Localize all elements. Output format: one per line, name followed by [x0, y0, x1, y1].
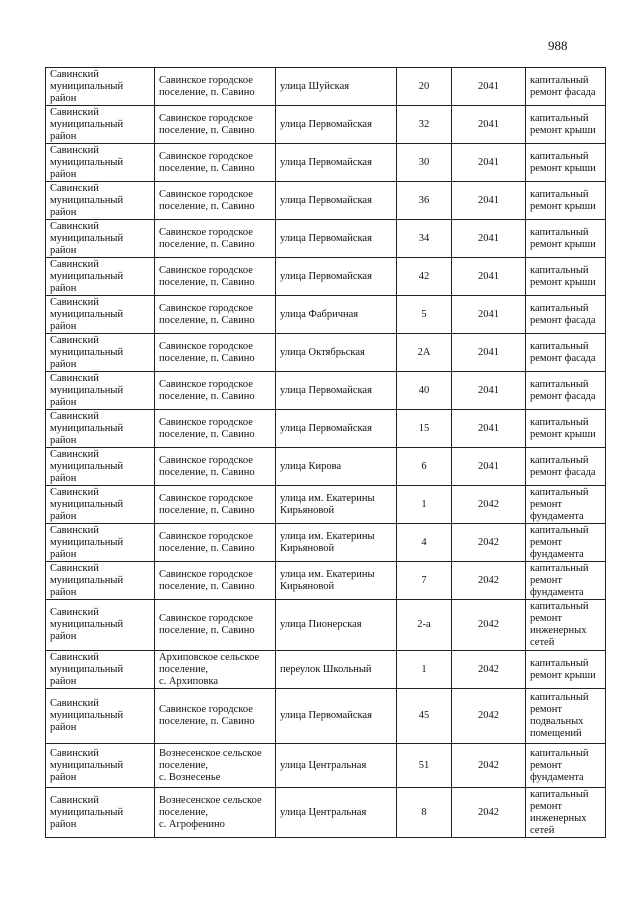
settlement-cell-text: Савинское городское поселение, п. Савино [159, 530, 255, 554]
district-cell [46, 600, 155, 651]
table-row [46, 258, 606, 296]
work-type-cell-text: капитальный ремонт фасада [530, 302, 596, 326]
settlement-cell [155, 524, 276, 562]
year-cell-text: 2041 [478, 194, 499, 206]
work-type-cell [526, 258, 606, 296]
table-row [46, 744, 606, 788]
work-type-cell-text: капитальный ремонт крыши [530, 657, 596, 681]
district-cell [46, 486, 155, 524]
district-cell-text: Савинский муниципальный район [50, 372, 124, 408]
district-cell [46, 182, 155, 220]
house-number-cell [397, 258, 452, 296]
work-type-cell-text: капитальный ремонт фасада [530, 340, 596, 364]
house-number-cell-text: 42 [418, 270, 430, 282]
year-cell [452, 334, 526, 372]
settlement-cell [155, 296, 276, 334]
settlement-cell-text: Савинское городское поселение, п. Савино [159, 613, 255, 636]
house-number-cell [397, 106, 452, 144]
work-type-cell [526, 651, 606, 689]
district-cell [46, 788, 155, 838]
district-cell [46, 448, 155, 486]
house-number-cell [397, 448, 452, 486]
district-cell [46, 562, 155, 600]
table-row [46, 106, 606, 144]
year-cell [452, 651, 526, 689]
street-cell-text: улица Первомайская [280, 232, 372, 244]
work-type-cell [526, 106, 606, 144]
house-number-cell-text: 4 [421, 536, 427, 548]
district-cell [46, 68, 155, 106]
street-cell-text: улица Первомайская [280, 384, 372, 396]
street-cell-text: улица Пионерская [280, 619, 362, 630]
settlement-cell [155, 106, 276, 144]
house-number-cell-text: 51 [418, 759, 430, 771]
work-type-cell [526, 486, 606, 524]
house-number-cell [397, 410, 452, 448]
settlement-cell-text: Савинское городское поселение, п. Савино [159, 454, 255, 478]
district-cell [46, 410, 155, 448]
year-cell-text: 2042 [478, 574, 499, 586]
settlement-cell [155, 600, 276, 651]
house-number-cell-text: 2-а [417, 619, 431, 630]
year-cell [452, 562, 526, 600]
house-number-cell [397, 486, 452, 524]
settlement-cell [155, 182, 276, 220]
year-cell-text: 2042 [478, 710, 499, 721]
work-type-cell-text: капитальный ремонт крыши [530, 188, 596, 212]
year-cell [452, 68, 526, 106]
year-cell [452, 220, 526, 258]
work-type-cell-text: капитальный ремонт инженерных сетей [530, 601, 589, 648]
year-cell-text: 2041 [478, 308, 499, 320]
street-cell [276, 410, 397, 448]
street-cell [276, 788, 397, 838]
house-number-cell-text: 15 [418, 422, 430, 434]
district-cell [46, 258, 155, 296]
street-cell [276, 562, 397, 600]
house-number-cell [397, 600, 452, 651]
settlement-cell-text: Вознесенское сельское поселение, с. Агрофенино [159, 794, 262, 830]
house-number-cell [397, 651, 452, 689]
district-cell-text: Савинский муниципальный район [50, 562, 124, 598]
settlement-cell [155, 744, 276, 788]
district-cell-text: Савинский муниципальный район [50, 144, 124, 180]
settlement-cell-text: Савинское городское поселение, п. Савино [159, 416, 255, 440]
settlement-cell-text: Савинское городское поселение, п. Савино [159, 340, 255, 364]
year-cell [452, 524, 526, 562]
work-type-cell-text: капитальный ремонт фундамента [530, 747, 589, 783]
street-cell [276, 744, 397, 788]
settlement-cell [155, 788, 276, 838]
street-cell [276, 296, 397, 334]
street-cell [276, 600, 397, 651]
street-cell-text: улица Первомайская [280, 422, 372, 434]
house-number-cell-text: 7 [421, 574, 427, 586]
house-number-cell-text: 2А [417, 346, 431, 358]
year-cell-text: 2042 [478, 536, 499, 548]
year-cell-text: 2041 [478, 118, 499, 130]
table-row [46, 562, 606, 600]
district-cell-text: Савинский муниципальный район [50, 524, 124, 560]
year-cell-text: 2041 [478, 270, 499, 282]
year-cell-text: 2041 [478, 460, 499, 472]
street-cell-text: переулок Школьный [280, 663, 372, 675]
street-cell-text: улица Шуйская [280, 80, 350, 92]
house-number-cell-text: 40 [418, 384, 430, 396]
house-number-cell-text: 6 [421, 460, 427, 472]
work-type-cell-text: капитальный ремонт крыши [530, 264, 596, 288]
district-cell-text: Савинский муниципальный район [50, 486, 124, 522]
house-number-cell [397, 788, 452, 838]
street-cell-text: улица им. Екатерины Кирьяновой [280, 530, 375, 554]
work-type-cell-text: капитальный ремонт инженерных сетей [530, 788, 589, 836]
work-type-cell [526, 562, 606, 600]
year-cell-text: 2041 [478, 346, 499, 358]
settlement-cell [155, 410, 276, 448]
house-number-cell-text: 30 [418, 156, 430, 168]
year-cell [452, 182, 526, 220]
table-row [46, 788, 606, 838]
year-cell [452, 106, 526, 144]
work-type-cell-text: капитальный ремонт фасада [530, 74, 596, 98]
house-number-cell [397, 182, 452, 220]
district-cell-text: Савинский муниципальный район [50, 448, 124, 484]
year-cell-text: 2041 [478, 156, 499, 168]
work-type-cell-text: капитальный ремонт крыши [530, 416, 596, 440]
table-row [46, 410, 606, 448]
district-cell-text: Савинский муниципальный район [50, 68, 124, 104]
year-cell [452, 744, 526, 788]
repair-schedule-table [45, 67, 606, 838]
district-cell-text: Савинский муниципальный район [50, 220, 124, 256]
settlement-cell [155, 258, 276, 296]
district-cell-text: Савинский муниципальный район [50, 698, 124, 733]
district-cell [46, 372, 155, 410]
settlement-cell [155, 372, 276, 410]
district-cell-text: Савинский муниципальный район [50, 258, 124, 294]
work-type-cell [526, 296, 606, 334]
street-cell [276, 106, 397, 144]
house-number-cell [397, 372, 452, 410]
settlement-cell-text: Савинское городское поселение, п. Савино [159, 188, 255, 212]
settlement-cell-text: Савинское городское поселение, п. Савино [159, 568, 255, 592]
district-cell-text: Савинский муниципальный район [50, 182, 124, 218]
settlement-cell-text: Савинское городское поселение, п. Савино [159, 378, 255, 402]
year-cell [452, 372, 526, 410]
work-type-cell-text: капитальный ремонт подвальных помещений [530, 692, 589, 739]
table-row [46, 296, 606, 334]
table-row [46, 334, 606, 372]
district-cell [46, 334, 155, 372]
street-cell-text: улица Первомайская [280, 194, 372, 206]
district-cell [46, 744, 155, 788]
settlement-cell-text: Савинское городское поселение, п. Савино [159, 302, 255, 326]
street-cell-text: улица Фабричная [280, 308, 359, 320]
district-cell-text: Савинский муниципальный район [50, 651, 124, 687]
work-type-cell-text: капитальный ремонт крыши [530, 150, 596, 174]
street-cell [276, 182, 397, 220]
street-cell [276, 372, 397, 410]
table-body [46, 68, 606, 838]
work-type-cell [526, 372, 606, 410]
street-cell-text: улица Первомайская [280, 118, 372, 130]
house-number-cell [397, 524, 452, 562]
street-cell [276, 144, 397, 182]
work-type-cell [526, 410, 606, 448]
settlement-cell [155, 651, 276, 689]
work-type-cell [526, 144, 606, 182]
street-cell [276, 68, 397, 106]
district-cell-text: Савинский муниципальный район [50, 747, 124, 783]
year-cell-text: 2041 [478, 80, 499, 92]
street-cell-text: улица Кирова [280, 460, 342, 472]
house-number-cell-text: 45 [418, 710, 430, 721]
house-number-cell-text: 8 [421, 806, 427, 818]
street-cell [276, 220, 397, 258]
year-cell-text: 2042 [478, 498, 499, 510]
table-row [46, 651, 606, 689]
street-cell-text: улица им. Екатерины Кирьяновой [280, 492, 375, 516]
work-type-cell-text: капитальный ремонт фундамента [530, 562, 589, 598]
work-type-cell-text: капитальный ремонт фундамента [530, 486, 589, 522]
street-cell-text: улица Октябрьская [280, 346, 365, 358]
district-cell [46, 651, 155, 689]
district-cell-text: Савинский муниципальный район [50, 334, 124, 370]
year-cell [452, 486, 526, 524]
work-type-cell [526, 524, 606, 562]
year-cell [452, 689, 526, 744]
street-cell-text: улица Центральная [280, 806, 367, 818]
settlement-cell [155, 486, 276, 524]
year-cell-text: 2042 [478, 619, 499, 630]
table-row [46, 182, 606, 220]
street-cell [276, 524, 397, 562]
house-number-cell-text: 1 [421, 498, 427, 510]
table-row [46, 220, 606, 258]
district-cell [46, 296, 155, 334]
table-row [46, 486, 606, 524]
year-cell [452, 448, 526, 486]
district-cell-text: Савинский муниципальный район [50, 106, 124, 142]
year-cell-text: 2041 [478, 422, 499, 434]
street-cell-text: улица Первомайская [280, 270, 372, 282]
year-cell-text: 2042 [478, 663, 499, 675]
year-cell [452, 600, 526, 651]
table-row [46, 689, 606, 744]
street-cell-text: улица Центральная [280, 759, 367, 771]
house-number-cell-text: 36 [418, 194, 430, 206]
work-type-cell-text: капитальный ремонт фасада [530, 454, 596, 478]
work-type-cell-text: капитальный ремонт фасада [530, 378, 596, 402]
table-row [46, 600, 606, 651]
settlement-cell-text: Савинское городское поселение, п. Савино [159, 74, 255, 98]
work-type-cell [526, 788, 606, 838]
house-number-cell [397, 296, 452, 334]
street-cell [276, 651, 397, 689]
settlement-cell [155, 334, 276, 372]
street-cell-text: улица им. Екатерины Кирьяновой [280, 568, 375, 592]
work-type-cell-text: капитальный ремонт фундамента [530, 524, 589, 560]
settlement-cell-text: Савинское городское поселение, п. Савино [159, 264, 255, 288]
settlement-cell-text: Савинское городское поселение, п. Савино [159, 492, 255, 516]
work-type-cell [526, 220, 606, 258]
house-number-cell [397, 144, 452, 182]
house-number-cell-text: 20 [418, 80, 430, 92]
house-number-cell-text: 1 [421, 663, 427, 675]
table-row [46, 68, 606, 106]
year-cell-text: 2041 [478, 384, 499, 396]
street-cell [276, 334, 397, 372]
year-cell [452, 410, 526, 448]
street-cell [276, 689, 397, 744]
work-type-cell [526, 182, 606, 220]
table-row [46, 372, 606, 410]
year-cell-text: 2042 [478, 806, 499, 818]
year-cell-text: 2042 [478, 759, 499, 771]
work-type-cell [526, 744, 606, 788]
district-cell [46, 220, 155, 258]
house-number-cell [397, 562, 452, 600]
settlement-cell [155, 562, 276, 600]
year-cell [452, 788, 526, 838]
table-row [46, 448, 606, 486]
district-cell-text: Савинский муниципальный район [50, 607, 124, 642]
house-number-cell [397, 744, 452, 788]
work-type-cell [526, 68, 606, 106]
year-cell-text: 2041 [478, 232, 499, 244]
district-cell [46, 106, 155, 144]
settlement-cell-text: Савинское городское поселение, п. Савино [159, 150, 255, 174]
district-cell-text: Савинский муниципальный район [50, 296, 124, 332]
settlement-cell-text: Савинское городское поселение, п. Савино [159, 112, 255, 136]
district-cell-text: Савинский муниципальный район [50, 410, 124, 446]
street-cell-text: улица Первомайская [280, 156, 372, 168]
district-cell [46, 144, 155, 182]
settlement-cell-text: Архиповское сельское поселение, с. Архиповка [159, 651, 260, 687]
work-type-cell-text: капитальный ремонт крыши [530, 226, 596, 250]
street-cell [276, 486, 397, 524]
settlement-cell-text: Вознесенское сельское поселение, с. Вознесенье [159, 747, 262, 783]
settlement-cell-text: Савинское городское поселение, п. Савино [159, 704, 255, 727]
district-cell-text: Савинский муниципальный район [50, 794, 124, 830]
house-number-cell [397, 689, 452, 744]
street-cell-text: улица Первомайская [280, 710, 372, 721]
house-number-cell [397, 68, 452, 106]
work-type-cell [526, 689, 606, 744]
house-number-cell [397, 334, 452, 372]
street-cell [276, 258, 397, 296]
work-type-cell [526, 334, 606, 372]
settlement-cell [155, 689, 276, 744]
settlement-cell-text: Савинское городское поселение, п. Савино [159, 226, 255, 250]
settlement-cell [155, 144, 276, 182]
house-number-cell-text: 32 [418, 118, 430, 130]
house-number-cell [397, 220, 452, 258]
year-cell [452, 296, 526, 334]
work-type-cell-text: капитальный ремонт крыши [530, 112, 596, 136]
table-row [46, 144, 606, 182]
settlement-cell [155, 220, 276, 258]
settlement-cell [155, 448, 276, 486]
page-number: 988 [548, 38, 568, 53]
house-number-cell-text: 5 [421, 308, 427, 320]
work-type-cell [526, 448, 606, 486]
settlement-cell [155, 68, 276, 106]
table-row [46, 524, 606, 562]
house-number-cell-text: 34 [418, 232, 430, 244]
year-cell [452, 144, 526, 182]
street-cell [276, 448, 397, 486]
year-cell [452, 258, 526, 296]
work-type-cell [526, 600, 606, 651]
district-cell [46, 689, 155, 744]
district-cell [46, 524, 155, 562]
